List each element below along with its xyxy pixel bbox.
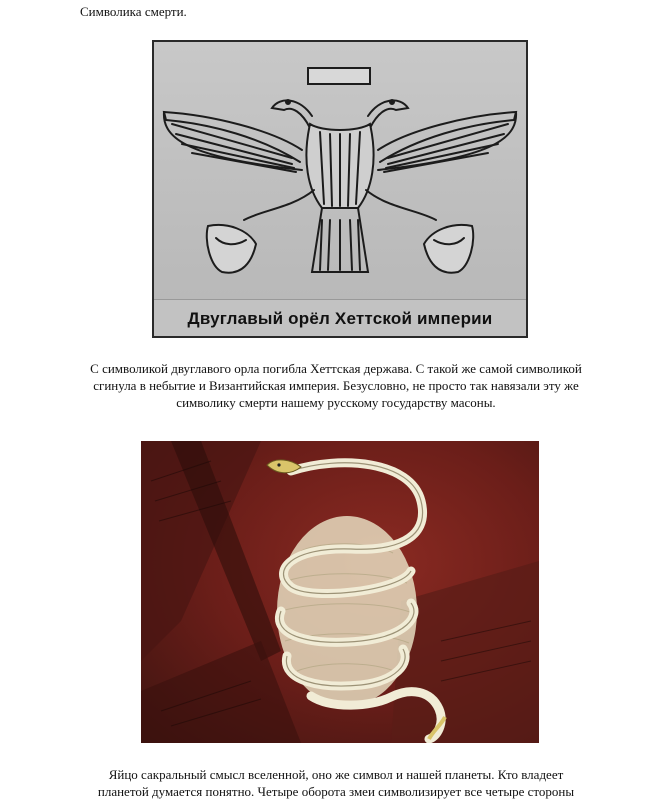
paragraph-line: планетой думается понятно. Четыре оборота змеи символизирует все четыре стороны	[97, 784, 575, 799]
hittite-eagle-figure	[152, 40, 528, 338]
paragraph-line: сгинула в небытие и Византийская империя. Безусловно, не просто так навязали эту же	[93, 378, 579, 393]
paragraph-egg	[60, 766, 612, 800]
figure-caption: Двуглавый орёл Хеттской империи	[152, 299, 528, 338]
paragraph-hittite	[60, 360, 612, 411]
page-title: Символика смерти.	[80, 4, 187, 19]
serpent-egg-figure	[141, 441, 539, 743]
figure-frame	[152, 40, 528, 338]
serpent-egg-illustration	[141, 441, 539, 743]
paragraph-line: Яйцо сакральный смысл вселенной, оно же символ и нашей планеты. Кто владеет	[108, 767, 564, 782]
paragraph-line: символику смерти нашему русскому государству масоны.	[176, 395, 496, 410]
paragraph-line: С символикой двуглавого орла погибла Хеттская держава. С такой же самой символикой	[90, 361, 582, 376]
